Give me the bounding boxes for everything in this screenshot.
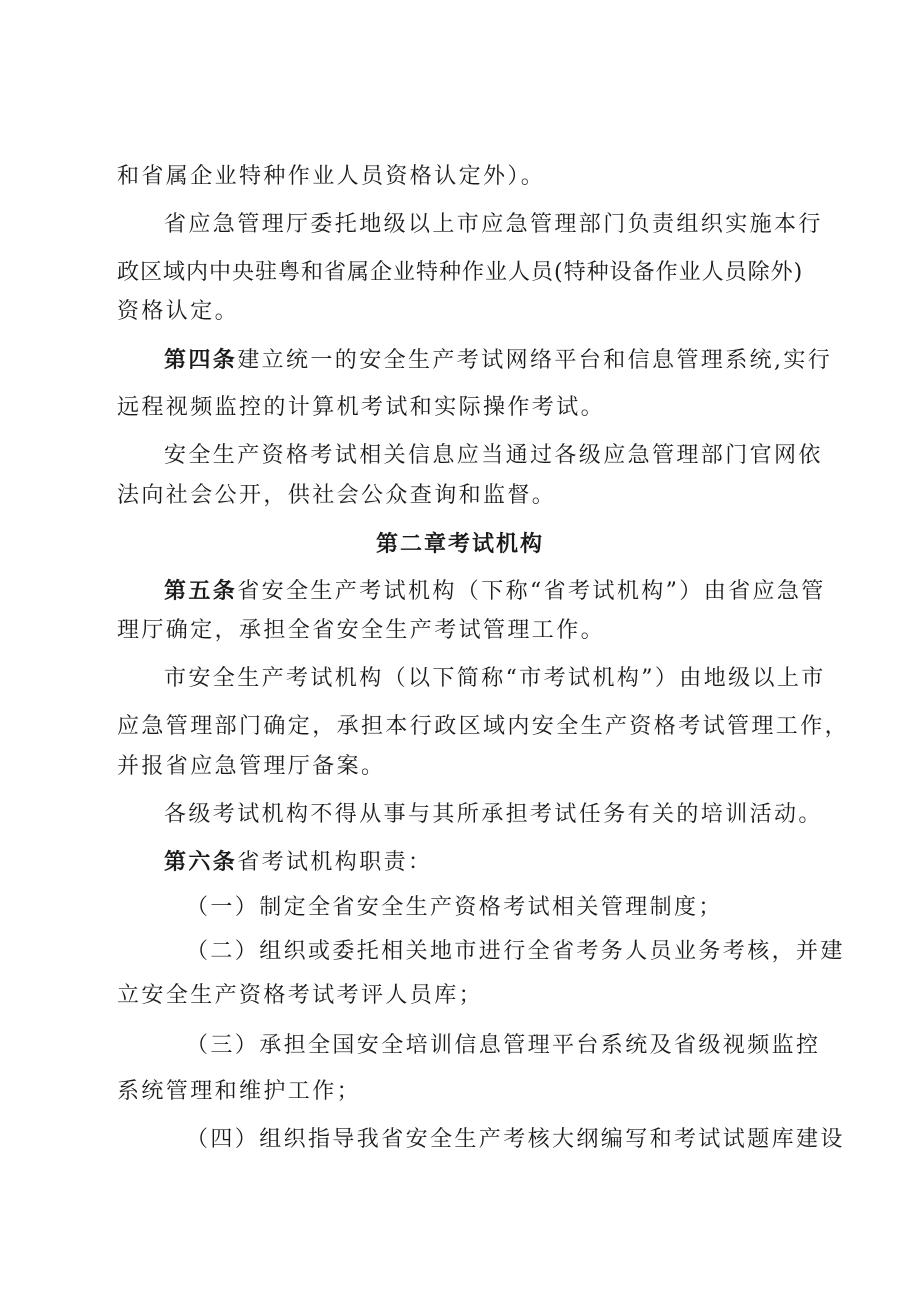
list-item: （一）制定全省安全生产资格考试相关管理制度； bbox=[186, 895, 723, 920]
paragraph-line: 和省属企业特种作业人员资格认定外）。 bbox=[117, 164, 546, 189]
paragraph-line: 法向社会公开，供社会公众查询和监督。 bbox=[117, 483, 557, 508]
article-6-line bbox=[164, 847, 432, 878]
paragraph-line: 市安全生产考试机构（以下简称“市考试机构”）由地级以上市 bbox=[164, 666, 826, 691]
article-text: 省安全生产考试机构（下称“省考试机构”）由省应急管 bbox=[237, 579, 826, 604]
paragraph-line: 各级考试机构不得从事与其所承担考试任务有关的培训活动。 bbox=[164, 802, 823, 827]
article-label: 第六条 bbox=[164, 849, 238, 875]
paragraph-line: 安全生产资格考试相关信息应当通过各级应急管理部门官网依 bbox=[164, 443, 823, 468]
article-4-line bbox=[164, 345, 832, 376]
paragraph-line: 资格认定。 bbox=[117, 299, 240, 324]
list-item: （三）承担全国安全培训信息管理平台系统及省级视频监控 bbox=[186, 1033, 821, 1058]
paragraph-line: 立安全生产资格考试考评人员库； bbox=[117, 983, 484, 1008]
article-label: 第四条 bbox=[164, 347, 238, 373]
paragraph-line: 省应急管理厅委托地级以上市应急管理部门负责组织实施本行 bbox=[164, 212, 823, 237]
paragraph-line: 应急管理部门确定，承担本行政区域内安全生产资格考试管理工作， bbox=[117, 714, 850, 739]
article-label: 第五条 bbox=[164, 578, 238, 604]
article-5-line bbox=[164, 576, 826, 607]
article-text: 建立统一的安全生产考试网络平台和信息管理系统,实行 bbox=[237, 348, 833, 373]
paragraph-line: 并报省应急管理厅备案。 bbox=[117, 754, 386, 779]
chapter-heading: 第二章考试机构 bbox=[375, 531, 544, 557]
paragraph-line: 远程视频监控的计算机考试和实际操作考试。 bbox=[117, 395, 606, 420]
paragraph-line: 理厅确定，承担全省安全生产考试管理工作。 bbox=[117, 618, 606, 643]
paragraph-line: 系统管理和维护工作； bbox=[117, 1079, 362, 1104]
article-text: 省考试机构职责： bbox=[237, 850, 433, 875]
list-item: （二）组织或委托相关地市进行全省考务人员业务考核，并建 bbox=[186, 939, 845, 964]
list-item: （四）组织指导我省安全生产考核大纲编写和考试试题库建设 bbox=[186, 1127, 845, 1152]
paragraph-line: 政区域内中央驻粤和省属企业特种作业人员(特种设备作业人员除外) bbox=[117, 260, 804, 285]
